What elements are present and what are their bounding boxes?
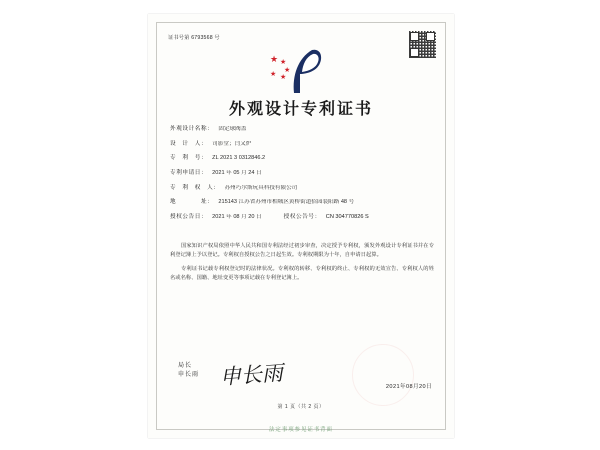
footer-note: 法定事项参见证书背面 [269,427,333,433]
field-label: 地 址： [170,199,214,206]
certificate-sheet [148,14,454,438]
official-seal [352,344,414,406]
field-label: 专利申请日： [170,169,208,176]
signature-date: 2021年08月20日 [385,384,432,390]
field-label: 外观设计名称： [170,126,214,132]
page-indicator: 第 1 页（共 2 页） [277,404,325,410]
field-design-name [170,126,434,132]
legal-paragraph-1: 国家知识产权局依照中华人民共和国专利法经过初步审查，决定授予专利权，颁发外观设计专利证书并在专利登记簿上予以登记。专利权自授权公告之日起生效。专利权期限为十年，自申请日起算。 [170,243,434,259]
field-label-grant-number: 授权公告号： [283,213,321,220]
field-label: 专 利 权 人： [170,184,220,191]
qr-finder-bottom-left [410,48,419,57]
field-value-grant-date: 2021 年 08 月 20 日 [212,213,262,220]
certificate-fields [170,126,434,228]
legal-paragraph-2: 专利证书记载专利权登记时的法律状况。专利权的转移、专利权的终止、专利权的无效宣告、专利权人的姓名或名称、国籍、地址变更等事项记载在专利登记簿上。 [170,265,434,281]
national-emblem-icon [268,48,334,94]
field-patentee [170,185,434,191]
field-address [170,199,434,205]
field-designer [170,141,434,147]
field-patent-number [170,155,434,161]
director-name: 申长雨 [178,372,200,379]
field-value: 215143 江苏省苏州市相城区黄桥街道招园装阳路 48 号 [218,199,355,206]
field-label: 专 利 号： [170,155,208,162]
field-value: 2021 年 05 月 24 日 [212,169,262,176]
field-label-grant-date: 授权公告日： [170,213,208,220]
director-label: 局长 [178,363,193,369]
qr-code-icon [409,31,436,58]
certificate-number: 证书号第 6793568 号 [168,35,220,41]
field-value-grant-number: CN 304770826 S [325,213,369,220]
emblem-swoosh-icon [290,48,324,94]
field-value: ZL 2021 3 0312846.2 [212,155,266,162]
field-label: 设 计 人： [170,140,208,147]
director-title-block [178,362,199,381]
star-icon-2: ★ [280,59,287,66]
star-icon-4: ★ [280,74,287,81]
star-icon-1: ★ [270,54,279,64]
field-value: 司影堂；闫又炉 [212,140,252,147]
field-value: 苏州巧尔斯玩具科技有限公司 [224,184,298,191]
star-icon-3: ★ [284,67,291,74]
field-value: 固定球阀盖 [218,126,247,132]
field-application-date [170,170,434,176]
page-title: 外观设计专利证书 [228,99,373,118]
handwritten-signature: 申长雨 [219,360,284,390]
star-icon-5: ★ [270,71,277,78]
legal-body-text [170,242,434,287]
field-grant-announcement [170,214,434,220]
